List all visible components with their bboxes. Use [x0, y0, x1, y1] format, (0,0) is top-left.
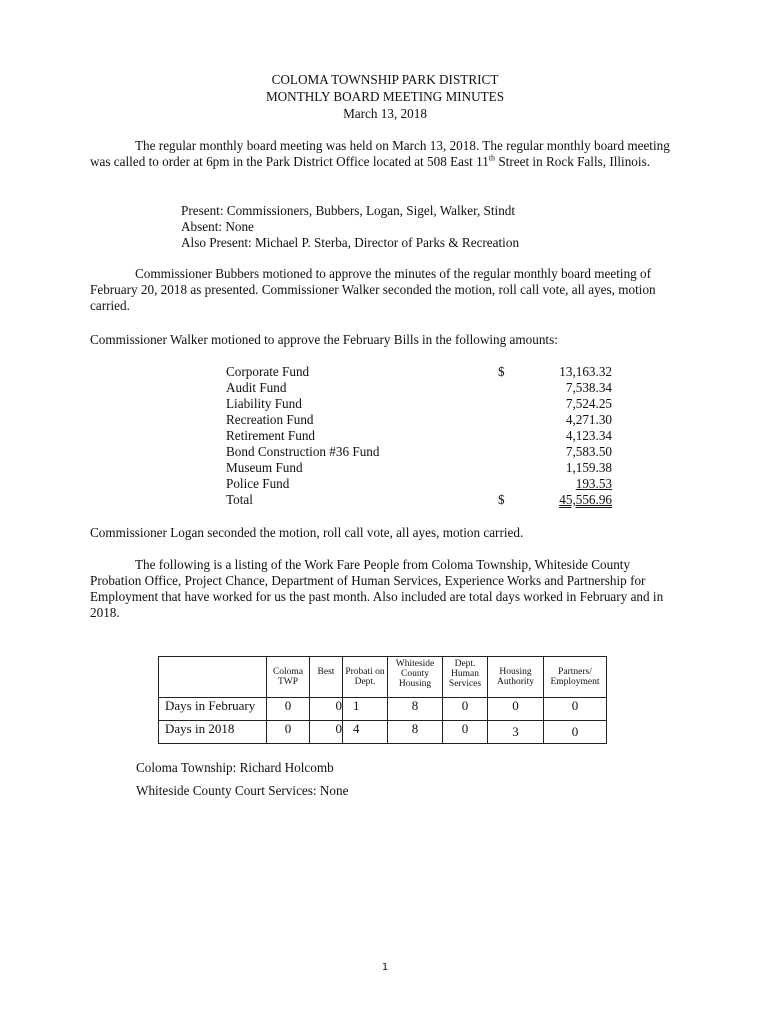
attendance-also-present: Also Present: Michael P. Sterba, Director of Parks & Recreation — [181, 235, 520, 250]
table-row-label: Days in 2018 — [159, 721, 267, 744]
table-corner-cell — [159, 657, 267, 698]
fund-name: Police Fund — [226, 476, 290, 491]
document-subtitle: MONTHLY BOARD MEETING MINUTES — [265, 89, 505, 104]
table-row — [159, 721, 607, 744]
table-row-label: Days in February — [159, 698, 267, 721]
table-cell: 3 — [488, 721, 544, 744]
fund-name: Bond Construction #36 Fund — [226, 444, 380, 459]
table-cell: 0 — [443, 698, 488, 721]
page-number: 1 — [381, 962, 389, 973]
table-cell: 4 — [343, 721, 388, 744]
table-header-row — [159, 657, 607, 698]
fund-amount: 4,271.30 — [565, 412, 612, 427]
table-header-cell: Partners/ Employment — [544, 657, 607, 698]
court-services-line: Whiteside County Court Services: None — [136, 783, 349, 798]
table-cell: 0 — [443, 721, 488, 744]
minutes-motion-paragraph: Commissioner Bubbers motioned to approve the minutes of the regular monthly board meeting of February 20, 2018 as presented. Commissioner Walker seconded the motion, roll call vote, all ayes, motion carried. — [90, 266, 656, 313]
table-cell: 8 — [388, 721, 443, 744]
fund-amount: 1,159.38 — [565, 460, 612, 475]
table-header-cell: Best — [310, 657, 343, 698]
table-cell: 0 — [544, 698, 607, 721]
workfare-paragraph: The following is a listing of the Work Fare People from Coloma Township, Whiteside County Probation Office, Project Chance, Department of Human Services, Experience Works and Partnership for Employment that have worked for us the past month. Also included are total days worked in February and in 2018. — [90, 557, 664, 620]
fund-name: Liability Fund — [226, 396, 302, 411]
table-cell: 0 — [544, 721, 607, 744]
table-cell: 8 — [388, 698, 443, 721]
fund-name: Recreation Fund — [226, 412, 314, 427]
fund-amount: 7,538.34 — [565, 380, 612, 395]
table-cell: 1 — [343, 698, 388, 721]
table-cell: 0 — [310, 698, 343, 721]
table-row — [159, 698, 607, 721]
table-header-cell: Coloma TWP — [267, 657, 310, 698]
document-title: COLOMA TOWNSHIP PARK DISTRICT — [271, 72, 499, 87]
table-header-cell: Whiteside County Housing — [388, 657, 443, 698]
fund-total-amount: 45,556.96 — [559, 492, 612, 507]
fund-amount: 13,163.32 — [559, 364, 612, 379]
fund-name: Audit Fund — [226, 380, 287, 395]
fund-amount: 4,123.34 — [565, 428, 612, 443]
attendance-absent: Absent: None — [181, 219, 254, 234]
fund-name: Museum Fund — [226, 460, 303, 475]
table-header-cell: Housing Authority — [488, 657, 544, 698]
table-cell: 0 — [267, 721, 310, 744]
fund-name: Retirement Fund — [226, 428, 316, 443]
workfare-table — [158, 656, 607, 744]
fund-amount: 193.53 — [575, 476, 612, 491]
fund-amount: 7,583.50 — [565, 444, 612, 459]
table-cell: 0 — [488, 698, 544, 721]
fund-name: Corporate Fund — [226, 364, 310, 379]
fund-amount: 7,524.25 — [565, 396, 612, 411]
fund-total-label: Total — [226, 492, 253, 507]
bills-motion-paragraph: Commissioner Walker motioned to approve the February Bills in the following amounts: — [90, 332, 558, 347]
table-header-cell: Dept. Human Services — [443, 657, 488, 698]
table-cell: 0 — [310, 721, 343, 744]
meeting-date: March 13, 2018 — [343, 106, 427, 121]
table-header-cell: Probati on Dept. — [343, 657, 388, 698]
currency-symbol: $ — [498, 492, 505, 507]
coloma-township-line: Coloma Township: Richard Holcomb — [136, 760, 334, 775]
attendance-present: Present: Commissioners, Bubbers, Logan, Sigel, Walker, Stindt — [181, 203, 516, 218]
currency-symbol: $ — [498, 364, 505, 379]
table-cell: 0 — [267, 698, 310, 721]
intro-paragraph: The regular monthly board meeting was held on March 13, 2018. The regular monthly board meeting was called to order at 6pm in the Park District Office located at 508 East 11th Street in Rock Falls, Illinois. — [90, 138, 670, 169]
bills-second-paragraph: Commissioner Logan seconded the motion, roll call vote, all ayes, motion carried. — [90, 525, 524, 540]
